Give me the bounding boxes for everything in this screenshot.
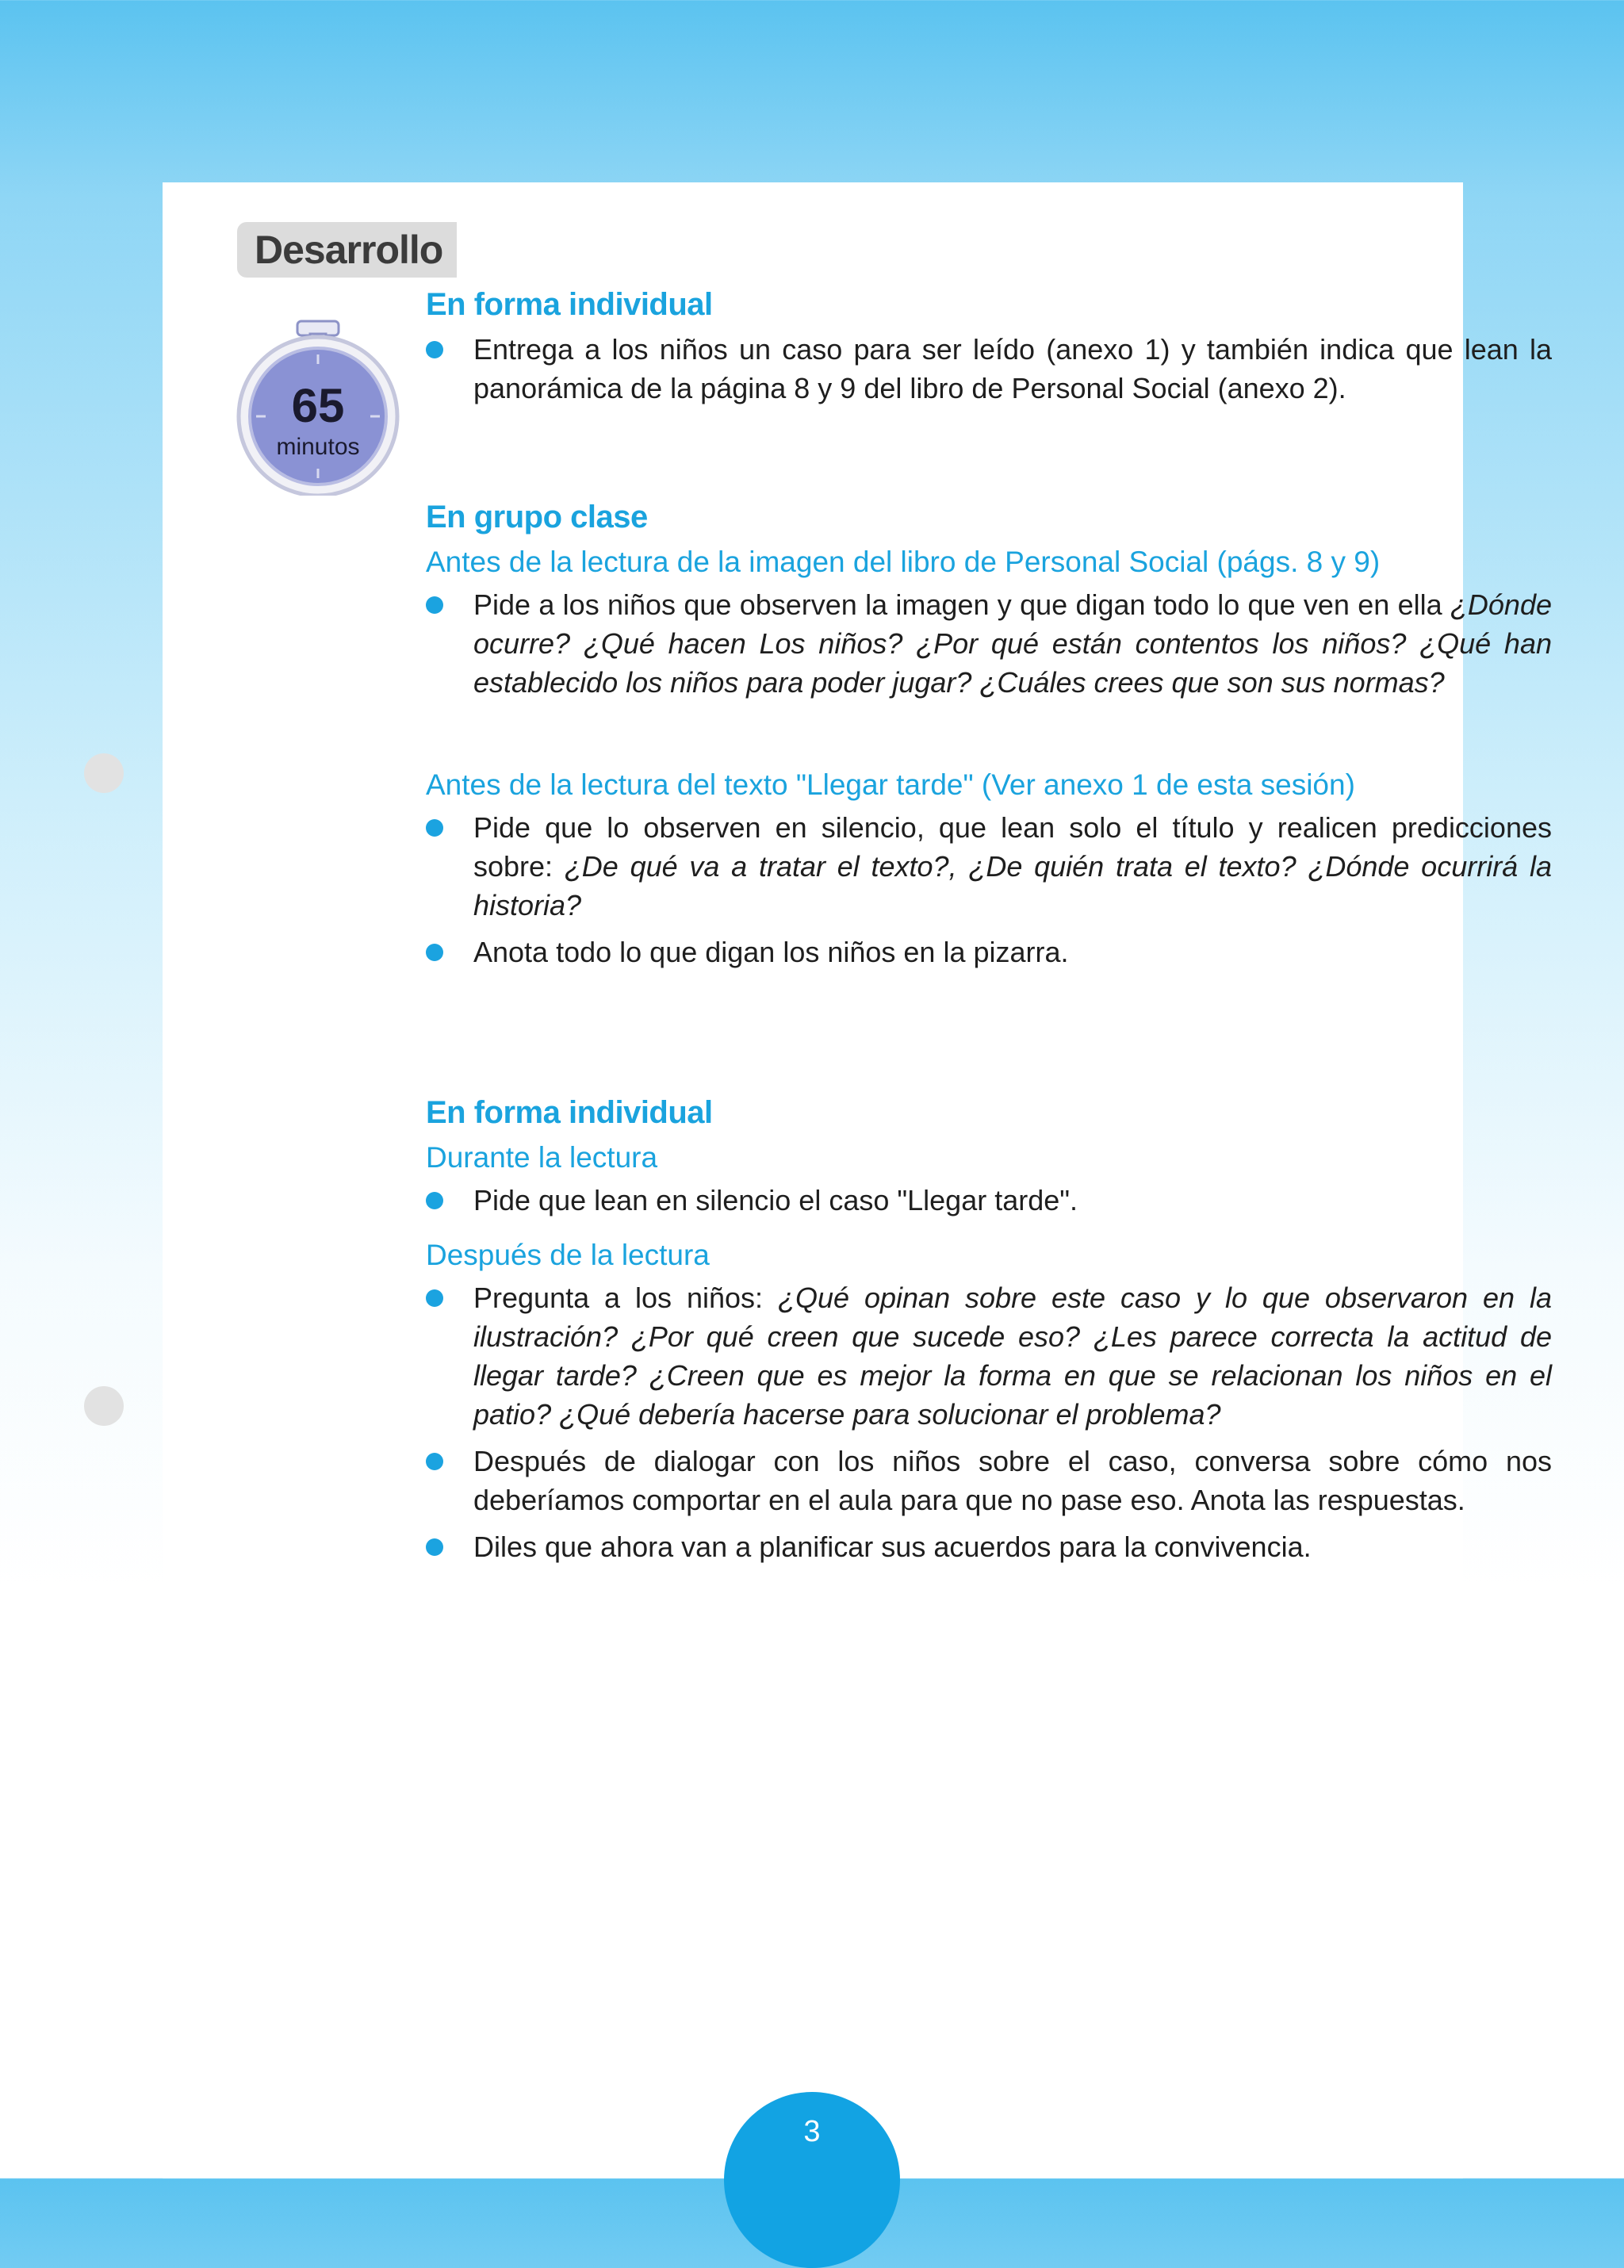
- list-item: [426, 933, 1552, 971]
- side-decoration-dot: [84, 753, 124, 793]
- bullet-icon: [426, 1192, 443, 1209]
- list-item: [426, 808, 1552, 925]
- stopwatch-icon: [234, 313, 408, 496]
- list-item-text: Diles que ahora van a planificar sus acuerdos para la convivencia.: [473, 1531, 1312, 1563]
- list-item-text: Entrega a los niños un caso para ser leído (anexo 1) y también indica que lean la panorámica de la página 8 y 9 del libro de Personal Social (anexo 2).: [473, 333, 1552, 404]
- list-item-text: Después de dialogar con los niños sobre el caso, conversa sobre cómo nos deberíamos comportar en el aula para que no pase eso. Anota las respuestas.: [473, 1445, 1552, 1516]
- list-item: [426, 1527, 1552, 1566]
- activity-content: [426, 284, 1552, 1574]
- sub-subheading: Después de la lectura: [426, 1239, 710, 1271]
- timer-number: 65: [291, 379, 345, 432]
- bullet-list: [426, 1181, 1552, 1220]
- block-individual-2: [426, 1092, 1552, 1566]
- page-number: 3: [803, 2115, 821, 2148]
- bullet-icon: [426, 596, 443, 614]
- sub-subheading: Durante la lectura: [426, 1141, 658, 1174]
- bullet-icon: [426, 944, 443, 961]
- subheading: En forma individual: [426, 287, 713, 322]
- block-group: [426, 496, 1552, 971]
- list-item: [426, 1442, 1552, 1519]
- bullet-icon: [426, 1538, 443, 1556]
- list-item: [426, 585, 1552, 702]
- section-title: Desarrollo: [237, 222, 457, 278]
- bullet-list: [426, 1278, 1552, 1566]
- list-item: [426, 1181, 1552, 1220]
- list-item: [426, 330, 1552, 408]
- list-item-text: Pide a los niños que observen la imagen y que digan todo lo que ven en ella: [473, 588, 1450, 621]
- bullet-list: [426, 808, 1552, 971]
- document-page: [163, 182, 1552, 2178]
- side-decoration-dot: [84, 1386, 124, 1426]
- list-item-text: Pide que lean en silencio el caso "Llegar tarde".: [473, 1184, 1078, 1216]
- bullet-icon: [426, 819, 443, 837]
- block-individual-1: [426, 284, 1552, 408]
- question-text: ¿Dónde ocurre? ¿Qué hacen Los niños? ¿Por qué están contentos los niños? ¿Qué han establecido los niños para poder jugar? ¿Cuáles crees que son sus normas?: [473, 588, 1552, 699]
- list-item-text: Anota todo lo que digan los niños en la pizarra.: [473, 936, 1069, 968]
- bullet-icon: [426, 341, 443, 358]
- subheading: En grupo clase: [426, 500, 648, 534]
- question-text: ¿Qué opinan sobre este caso y lo que observaron en la ilustración? ¿Por qué creen que sucede eso? ¿Les parece correcta la actitud de llegar tarde? ¿Creen que es mejor la forma en que se relacionan los niños en el patio? ¿Qué debería hacerse para solucionar el problema?: [473, 1281, 1552, 1431]
- bullet-icon: [426, 1453, 443, 1470]
- list-item: [426, 1278, 1552, 1434]
- timer-unit: minutos: [276, 434, 360, 460]
- bullet-icon: [426, 1289, 443, 1307]
- question-text: ¿De qué va a tratar el texto?, ¿De quién trata el texto? ¿Dónde ocurrirá la historia?: [473, 850, 1552, 921]
- sub-subheading: Antes de la lectura de la imagen del libro de Personal Social (págs. 8 y 9): [426, 546, 1381, 578]
- subheading: En forma individual: [426, 1095, 713, 1130]
- list-item-text: Pregunta a los niños:: [473, 1281, 778, 1314]
- bullet-list: [426, 585, 1552, 702]
- list-item-text: Pide que lo observen en silencio, que lean solo el título y realicen predicciones sobre:: [473, 811, 1552, 883]
- bullet-list: [426, 330, 1552, 408]
- sub-subheading: Antes de la lectura del texto "Llegar tarde" (Ver anexo 1 de esta sesión): [426, 768, 1355, 801]
- page-number-badge: [724, 2092, 900, 2268]
